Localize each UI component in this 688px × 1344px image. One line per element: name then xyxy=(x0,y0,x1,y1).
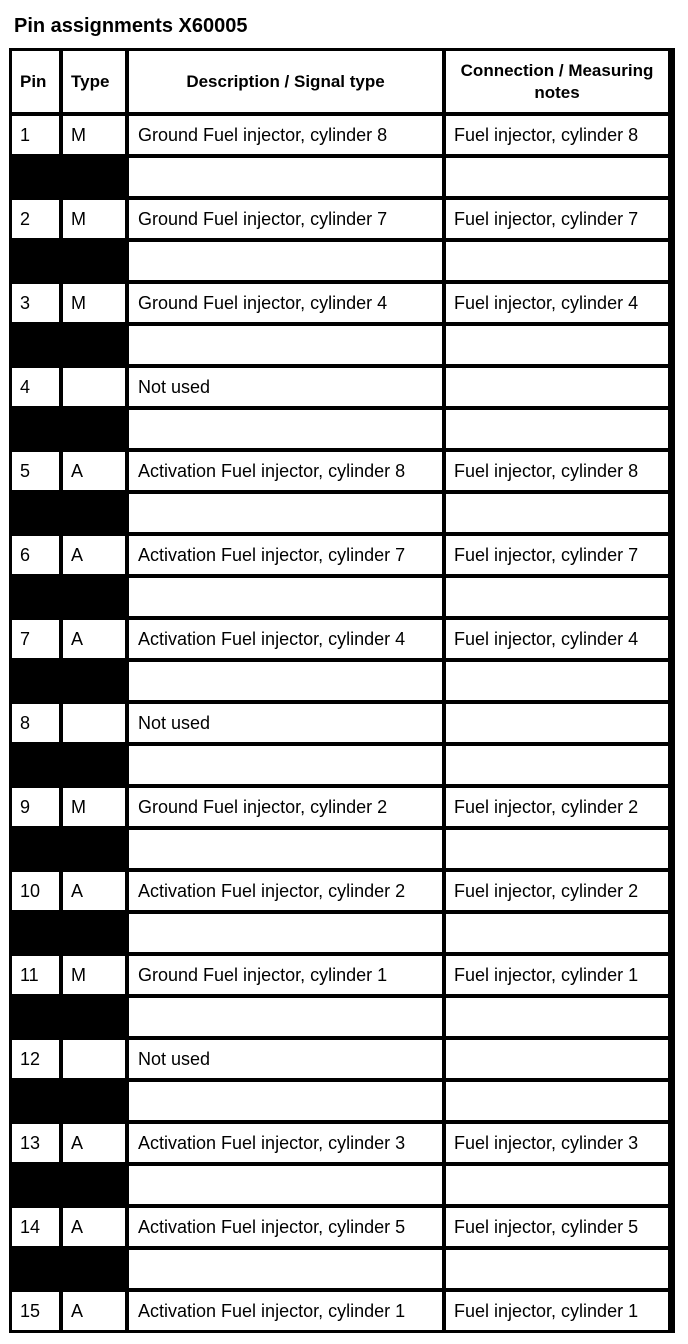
type-cell: M xyxy=(63,200,125,238)
table-spacer-row xyxy=(12,242,672,280)
table-row xyxy=(12,956,672,994)
spacer-connection-cell xyxy=(446,578,668,616)
table-spacer-row xyxy=(12,1082,672,1120)
description-cell: Activation Fuel injector, cylinder 7 xyxy=(129,536,442,574)
table-spacer-row xyxy=(12,1250,672,1288)
pin-cell: 15 xyxy=(12,1292,59,1330)
connection-cell xyxy=(446,704,668,742)
connection-cell: Fuel injector, cylinder 7 xyxy=(446,536,668,574)
spacer-gap xyxy=(12,662,125,700)
table-spacer-row xyxy=(12,326,672,364)
pin-cell: 13 xyxy=(12,1124,59,1162)
pin-cell: 8 xyxy=(12,704,59,742)
description-cell: Activation Fuel injector, cylinder 2 xyxy=(129,872,442,910)
pin-cell: 11 xyxy=(12,956,59,994)
table-row xyxy=(12,284,672,322)
type-cell: A xyxy=(63,1124,125,1162)
spacer-gap xyxy=(12,998,125,1036)
connection-cell: Fuel injector, cylinder 8 xyxy=(446,452,668,490)
type-cell: M xyxy=(63,284,125,322)
header-description: Description / Signal type xyxy=(129,51,442,112)
spacer-description-cell xyxy=(129,1082,442,1120)
spacer-connection-cell xyxy=(446,158,668,196)
connection-cell xyxy=(446,368,668,406)
spacer-gap xyxy=(12,1082,125,1120)
spacer-description-cell xyxy=(129,158,442,196)
connection-cell xyxy=(446,1040,668,1078)
spacer-description-cell xyxy=(129,662,442,700)
description-cell: Activation Fuel injector, cylinder 5 xyxy=(129,1208,442,1246)
pin-cell: 2 xyxy=(12,200,59,238)
table-header-row xyxy=(12,51,672,112)
description-cell: Ground Fuel injector, cylinder 7 xyxy=(129,200,442,238)
spacer-connection-cell xyxy=(446,1082,668,1120)
connection-cell: Fuel injector, cylinder 1 xyxy=(446,1292,668,1330)
table-row xyxy=(12,116,672,154)
type-cell: M xyxy=(63,116,125,154)
connection-cell: Fuel injector, cylinder 4 xyxy=(446,620,668,658)
connection-cell: Fuel injector, cylinder 4 xyxy=(446,284,668,322)
table-row xyxy=(12,368,672,406)
type-cell: A xyxy=(63,1208,125,1246)
description-cell: Activation Fuel injector, cylinder 1 xyxy=(129,1292,442,1330)
spacer-description-cell xyxy=(129,578,442,616)
connection-cell: Fuel injector, cylinder 3 xyxy=(446,1124,668,1162)
table-spacer-row xyxy=(12,410,672,448)
spacer-connection-cell xyxy=(446,998,668,1036)
pin-cell: 14 xyxy=(12,1208,59,1246)
header-connection: Connection / Measuring notes xyxy=(446,51,668,112)
table-row xyxy=(12,452,672,490)
type-cell xyxy=(63,368,125,406)
type-cell xyxy=(63,1040,125,1078)
description-cell: Not used xyxy=(129,368,442,406)
spacer-gap xyxy=(12,242,125,280)
spacer-description-cell xyxy=(129,410,442,448)
spacer-description-cell xyxy=(129,1166,442,1204)
table-row xyxy=(12,1208,672,1246)
type-cell: M xyxy=(63,788,125,826)
spacer-gap xyxy=(12,578,125,616)
pin-cell: 1 xyxy=(12,116,59,154)
type-cell: A xyxy=(63,872,125,910)
table-row xyxy=(12,1040,672,1078)
table-spacer-row xyxy=(12,830,672,868)
table-row xyxy=(12,536,672,574)
table-row xyxy=(12,872,672,910)
connection-cell: Fuel injector, cylinder 2 xyxy=(446,788,668,826)
table-spacer-row xyxy=(12,746,672,784)
spacer-gap xyxy=(12,1166,125,1204)
spacer-gap xyxy=(12,326,125,364)
pin-cell: 9 xyxy=(12,788,59,826)
spacer-description-cell xyxy=(129,242,442,280)
spacer-connection-cell xyxy=(446,662,668,700)
page-title: Pin assignments X60005 xyxy=(14,15,248,37)
table-spacer-row xyxy=(12,662,672,700)
table-row xyxy=(12,200,672,238)
spacer-connection-cell xyxy=(446,746,668,784)
description-cell: Activation Fuel injector, cylinder 4 xyxy=(129,620,442,658)
spacer-connection-cell xyxy=(446,494,668,532)
pin-cell: 6 xyxy=(12,536,59,574)
spacer-description-cell xyxy=(129,830,442,868)
description-cell: Ground Fuel injector, cylinder 1 xyxy=(129,956,442,994)
pin-assignment-table xyxy=(9,48,675,1333)
spacer-description-cell xyxy=(129,914,442,952)
spacer-gap xyxy=(12,410,125,448)
spacer-description-cell xyxy=(129,998,442,1036)
type-cell: M xyxy=(63,956,125,994)
spacer-gap xyxy=(12,1250,125,1288)
spacer-connection-cell xyxy=(446,1250,668,1288)
description-cell: Ground Fuel injector, cylinder 4 xyxy=(129,284,442,322)
type-cell xyxy=(63,704,125,742)
table-spacer-row xyxy=(12,1166,672,1204)
spacer-gap xyxy=(12,158,125,196)
table-spacer-row xyxy=(12,998,672,1036)
spacer-description-cell xyxy=(129,746,442,784)
table-spacer-row xyxy=(12,578,672,616)
table-row xyxy=(12,788,672,826)
pin-cell: 3 xyxy=(12,284,59,322)
spacer-description-cell xyxy=(129,494,442,532)
table-spacer-row xyxy=(12,494,672,532)
table-row xyxy=(12,1124,672,1162)
table-row xyxy=(12,1292,672,1330)
type-cell: A xyxy=(63,536,125,574)
spacer-gap xyxy=(12,494,125,532)
table-body xyxy=(12,116,672,1330)
spacer-connection-cell xyxy=(446,242,668,280)
header-type: Type xyxy=(63,51,125,112)
pin-cell: 4 xyxy=(12,368,59,406)
description-cell: Not used xyxy=(129,704,442,742)
pin-cell: 10 xyxy=(12,872,59,910)
spacer-connection-cell xyxy=(446,830,668,868)
pin-cell: 7 xyxy=(12,620,59,658)
spacer-gap xyxy=(12,746,125,784)
connection-cell: Fuel injector, cylinder 7 xyxy=(446,200,668,238)
table-spacer-row xyxy=(12,914,672,952)
spacer-connection-cell xyxy=(446,326,668,364)
description-cell: Ground Fuel injector, cylinder 2 xyxy=(129,788,442,826)
table-spacer-row xyxy=(12,158,672,196)
spacer-description-cell xyxy=(129,1250,442,1288)
spacer-gap xyxy=(12,914,125,952)
type-cell: A xyxy=(63,1292,125,1330)
description-cell: Activation Fuel injector, cylinder 8 xyxy=(129,452,442,490)
type-cell: A xyxy=(63,620,125,658)
connection-cell: Fuel injector, cylinder 8 xyxy=(446,116,668,154)
table-row xyxy=(12,620,672,658)
connection-cell: Fuel injector, cylinder 2 xyxy=(446,872,668,910)
spacer-connection-cell xyxy=(446,1166,668,1204)
pin-cell: 12 xyxy=(12,1040,59,1078)
description-cell: Activation Fuel injector, cylinder 3 xyxy=(129,1124,442,1162)
spacer-connection-cell xyxy=(446,914,668,952)
description-cell: Not used xyxy=(129,1040,442,1078)
spacer-connection-cell xyxy=(446,410,668,448)
table-row xyxy=(12,704,672,742)
connection-cell: Fuel injector, cylinder 1 xyxy=(446,956,668,994)
description-cell: Ground Fuel injector, cylinder 8 xyxy=(129,116,442,154)
pin-cell: 5 xyxy=(12,452,59,490)
spacer-gap xyxy=(12,830,125,868)
type-cell: A xyxy=(63,452,125,490)
connection-cell: Fuel injector, cylinder 5 xyxy=(446,1208,668,1246)
header-pin: Pin xyxy=(12,51,59,112)
spacer-description-cell xyxy=(129,326,442,364)
